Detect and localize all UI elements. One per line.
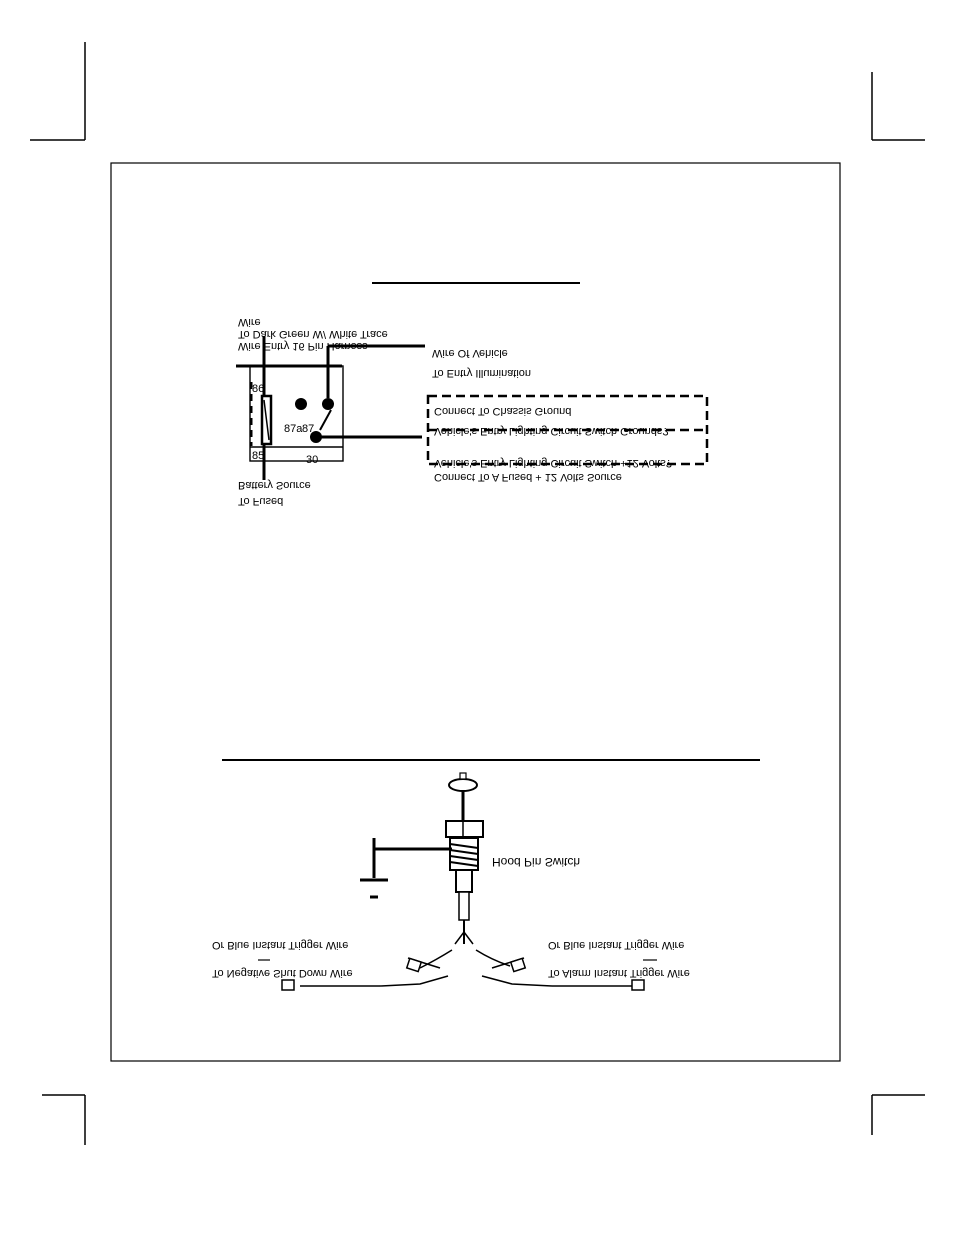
relay-switch-arm [320, 410, 331, 430]
switch-nut [446, 821, 483, 837]
crop-marks [30, 42, 925, 1145]
pin-87a-label: 87a [284, 423, 303, 435]
left-wire-label-line-2: Or Blue Instant Trigger Wire [212, 939, 349, 951]
right-wire-label [548, 939, 690, 979]
contact-87 [295, 398, 307, 410]
hood-pin-switch-label: Hood Pin Switch [492, 855, 581, 869]
pin-87-label: 87 [302, 423, 315, 435]
left-connector-2 [282, 980, 294, 990]
plunger-cap [449, 779, 477, 791]
contact-87a [322, 398, 334, 410]
fused-source-line-1: To Fused [238, 495, 284, 507]
left-wire-label [212, 939, 353, 979]
pin-86-label: 86 [252, 383, 265, 395]
fused-source-label [238, 479, 311, 507]
pin-85-label: 85 [252, 450, 265, 462]
dashed-box-text [434, 405, 672, 483]
page-frame [111, 163, 840, 1061]
entry-illumination-line-1: To Entry Illumination [432, 367, 532, 379]
harness-label-group [238, 316, 388, 352]
entry-illumination-label [432, 347, 531, 379]
pin-30-label: 30 [306, 454, 319, 466]
left-connector-1 [407, 958, 422, 971]
dashed-box-line-4: Connect To Chassis Ground [434, 405, 572, 417]
harness-label-sub: Wire [238, 316, 261, 328]
entry-illumination-line-2: Wire Of Vehicle [432, 347, 508, 359]
hood-pin-diagram [212, 773, 690, 990]
dashed-box-line-1: Connect To A Fused + 12 Volts Source [434, 471, 622, 483]
harness-label-line-1: Wire Entry 16 Pin Harness [238, 340, 368, 352]
fused-source-line-2: Battery Source [238, 479, 311, 491]
dashed-box-line-2: Vehicle's Entry Lighting Circuit Switch +12 Volts? [434, 457, 672, 469]
right-wire-label-line-1: To Alarm Instant Trigger Wire [548, 967, 690, 979]
right-connector-1 [511, 958, 526, 971]
right-connector-2 [632, 980, 644, 990]
harness-label-line-2: To Dark Green W/ White Trace [238, 328, 388, 340]
dashed-box-line-3: Vehicle's Entry Lighting Circuit Switch Grounds? [434, 425, 669, 437]
left-wire-label-line-1: To Negative Shut Down Wire [212, 967, 353, 979]
relay-diagram [236, 316, 707, 507]
right-wire-label-line-2: Or Blue Instant Trigger Wire [548, 939, 685, 951]
